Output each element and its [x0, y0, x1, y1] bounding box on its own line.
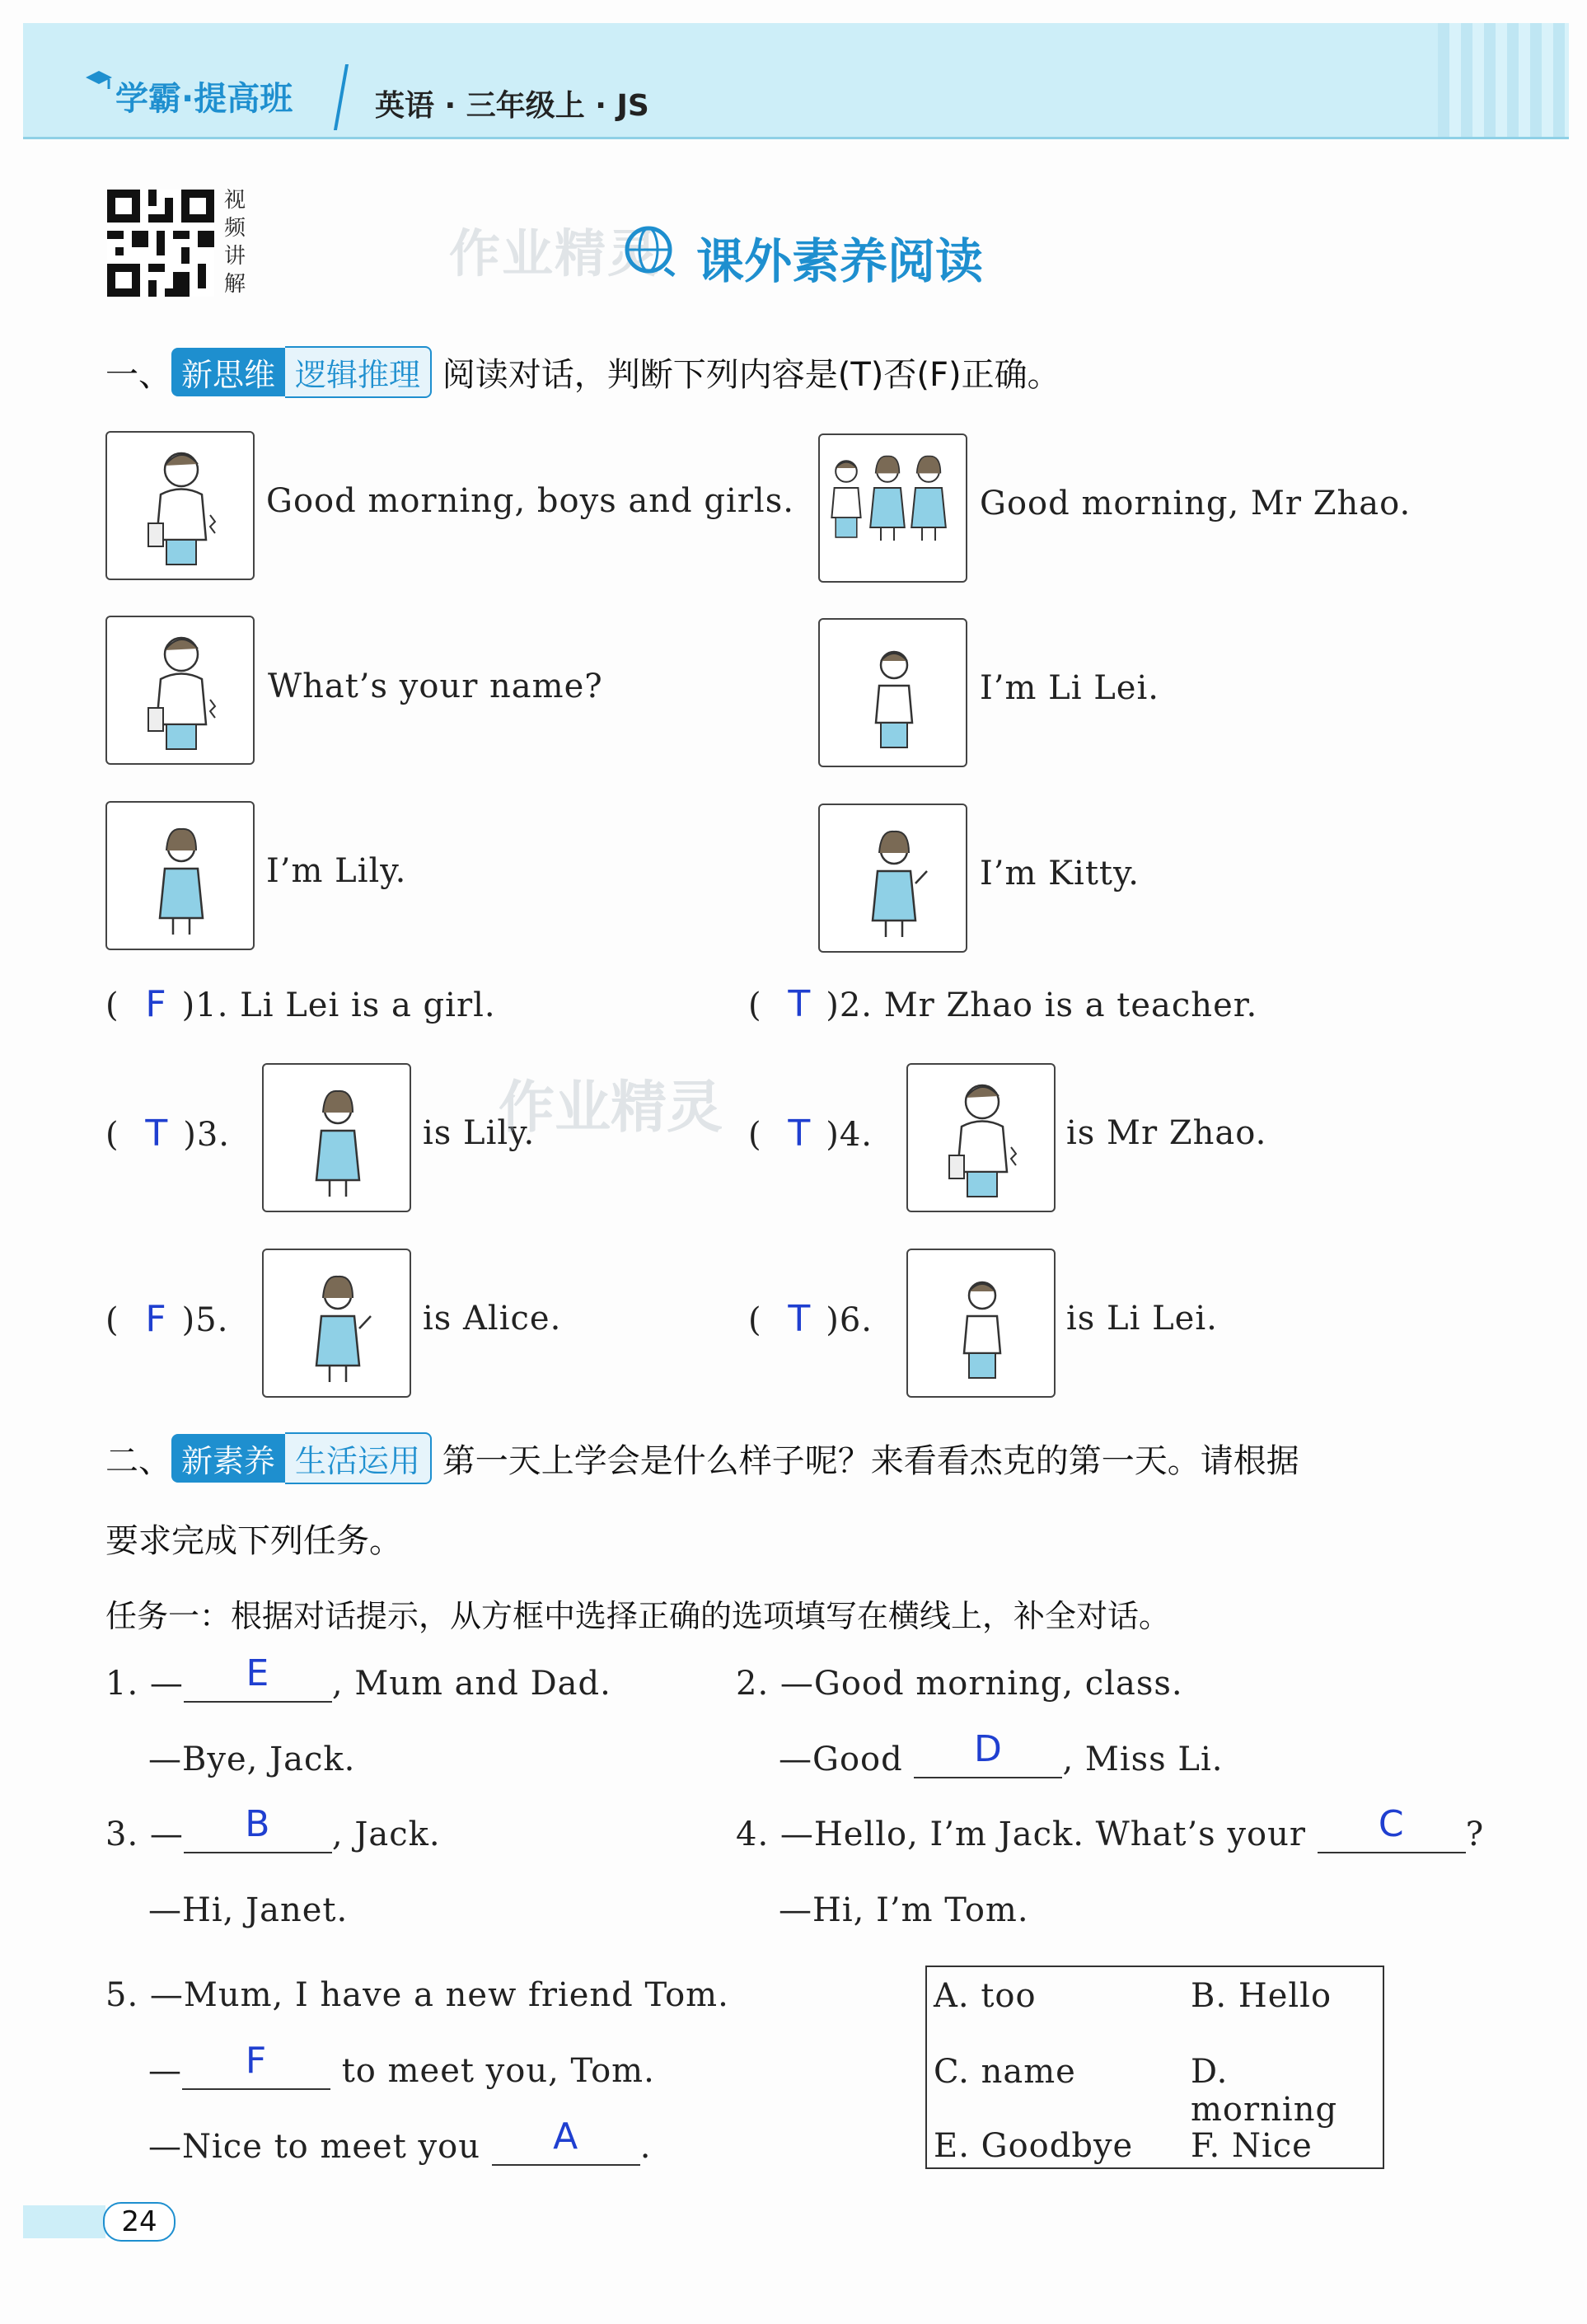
answer-mark[interactable]: T: [788, 1298, 812, 1340]
item-text: is Li Lei.: [1066, 1300, 1218, 1338]
answer-blank[interactable]: [492, 2115, 640, 2166]
tf-item-6: ( T )6.: [748, 1298, 873, 1340]
item-number: )4.: [826, 1116, 873, 1154]
item-text: Li Lei is a girl.: [240, 986, 496, 1024]
q-prefix: 4. —Hello, I’m Jack. What’s your: [736, 1816, 1306, 1853]
answer-mark[interactable]: T: [145, 1113, 169, 1155]
watermark: 作业精灵: [499, 1075, 723, 1141]
question-2: 2. —Good morning, class.: [736, 1665, 1183, 1703]
q-suffix: , Miss Li.: [1062, 1741, 1224, 1778]
item-number: )6.: [826, 1301, 873, 1339]
qr-code-icon[interactable]: [107, 190, 214, 297]
question-2-reply: [779, 1728, 1224, 1778]
page-number: 24: [103, 2202, 176, 2242]
part2-heading: [105, 1432, 1299, 1484]
part2-tag-secondary: 生活运用: [285, 1432, 432, 1484]
answer-blank[interactable]: [1318, 1803, 1466, 1853]
q-suffix: ?: [1465, 1816, 1485, 1853]
part2-instruction-cont: 要求完成下列任务。: [105, 1522, 402, 1560]
tf-item-4: ( T )4.: [748, 1113, 873, 1155]
dialogue-line: I’m Lily.: [266, 852, 407, 890]
dialogue-line: I’m Kitty.: [980, 855, 1140, 893]
option-f: F. Nice: [1191, 2127, 1313, 2165]
part1-instruction: 阅读对话，判断下列内容是(T)否(F)正确。: [442, 356, 1060, 394]
answer-blank[interactable]: [184, 1803, 332, 1853]
graduation-cap-icon: [82, 64, 115, 97]
qr-caption: 视频讲解: [224, 188, 246, 297]
globe-icon: [620, 221, 677, 279]
answer-mark[interactable]: F: [145, 983, 167, 1025]
brand-label: 学霸·提高班: [115, 80, 293, 118]
watermark: 作业精灵: [449, 223, 661, 283]
q-prefix: —Nice to meet you: [148, 2128, 480, 2166]
page-number-bar: [23, 2205, 105, 2238]
answer-text: F: [245, 2040, 268, 2082]
answer-text: A: [553, 2115, 579, 2158]
item-number: )5.: [181, 1301, 229, 1339]
part1-tag-primary: 新思维: [171, 348, 285, 396]
question-5: 5. —Mum, I have a new friend Tom.: [105, 1976, 729, 2014]
reply-4: —Hi, I’m Tom.: [779, 1891, 1029, 1929]
question-5-line3: [148, 2115, 652, 2166]
option-e: E. Goodbye: [934, 2127, 1134, 2165]
girl-waving-icon: [262, 1249, 411, 1398]
answer-text: C: [1378, 1803, 1405, 1845]
answer-blank[interactable]: [184, 1652, 332, 1703]
three-children-icon: [818, 433, 967, 583]
q-suffix: , Mum and Dad.: [331, 1665, 611, 1703]
tf-item-3: ( T )3.: [105, 1113, 230, 1155]
dialogue-line: I’m Li Lei.: [980, 669, 1159, 707]
man-teacher-icon: [906, 1063, 1056, 1212]
answer-blank[interactable]: [914, 1728, 1062, 1778]
answer-text: E: [246, 1652, 270, 1694]
answer-text: B: [245, 1803, 271, 1845]
q-suffix: .: [639, 2128, 652, 2166]
option-a: A. too: [934, 1977, 1037, 2015]
q-suffix: , Jack.: [331, 1816, 441, 1853]
dialogue-line: Good morning, boys and girls.: [266, 482, 794, 520]
part1-heading: [105, 346, 1060, 398]
item-number: )3.: [183, 1116, 230, 1154]
tf-item-5: ( F )5.: [105, 1298, 229, 1340]
item-text: Mr Zhao is a teacher.: [883, 986, 1258, 1024]
answer-mark[interactable]: F: [145, 1298, 167, 1340]
question-1: [105, 1652, 611, 1703]
girl-waving-icon: [818, 804, 967, 953]
dialogue-line: What’s your name?: [268, 668, 603, 705]
q-prefix: 1. —: [105, 1665, 184, 1703]
q-prefix: —Good: [779, 1741, 903, 1778]
section-title: 课外素养阅读: [696, 233, 984, 289]
answer-mark[interactable]: T: [788, 983, 812, 1025]
answer-blank[interactable]: [182, 2040, 330, 2090]
boy-icon: [906, 1249, 1056, 1398]
q-prefix: —: [148, 2052, 182, 2090]
girl-icon: [262, 1063, 411, 1212]
reply-3: —Hi, Janet.: [148, 1891, 349, 1929]
man-teacher-icon: [105, 616, 255, 765]
subject-label: 英语 · 三年级上 · JS: [375, 89, 649, 123]
part1-tag-secondary: 逻辑推理: [285, 346, 432, 398]
options-box: [925, 1966, 1384, 2169]
item-number: )2.: [826, 986, 873, 1024]
girl-icon: [105, 801, 255, 950]
header-decoration: [1438, 23, 1569, 137]
item-text: is Mr Zhao.: [1066, 1114, 1267, 1152]
question-5-line2: [148, 2040, 655, 2090]
part2-number: 二、: [105, 1442, 171, 1480]
boy-icon: [818, 618, 967, 767]
tf-item-2: ( T )2. Mr Zhao is a teacher.: [748, 983, 1258, 1025]
task-instruction: 任务一：根据对话提示，从方框中选择正确的选项填写在横线上，补全对话。: [105, 1598, 1171, 1634]
item-text: is Alice.: [423, 1300, 562, 1338]
man-teacher-icon: [105, 431, 255, 580]
part1-number: 一、: [105, 356, 171, 394]
part2-tag-primary: 新素养: [171, 1434, 285, 1483]
reply-1: —Bye, Jack.: [148, 1741, 356, 1778]
item-text: is Lily.: [423, 1114, 536, 1152]
q-prefix: 3. —: [105, 1816, 184, 1853]
answer-mark[interactable]: T: [788, 1113, 812, 1155]
part2-instruction: 第一天上学会是什么样子呢？来看看杰克的第一天。请根据: [442, 1442, 1299, 1480]
dialogue-line: Good morning, Mr Zhao.: [980, 485, 1411, 522]
question-4: [736, 1803, 1485, 1853]
item-number: )1.: [181, 986, 229, 1024]
question-3: [105, 1803, 441, 1853]
tf-item-1: ( F )1. Li Lei is a girl.: [105, 983, 496, 1025]
option-b: B. Hello: [1191, 1977, 1332, 2015]
q-suffix: to meet you, Tom.: [341, 2052, 655, 2090]
answer-text: D: [974, 1728, 1003, 1770]
option-c: C. name: [934, 2053, 1076, 2091]
option-d: D. morning: [1191, 2053, 1338, 2129]
